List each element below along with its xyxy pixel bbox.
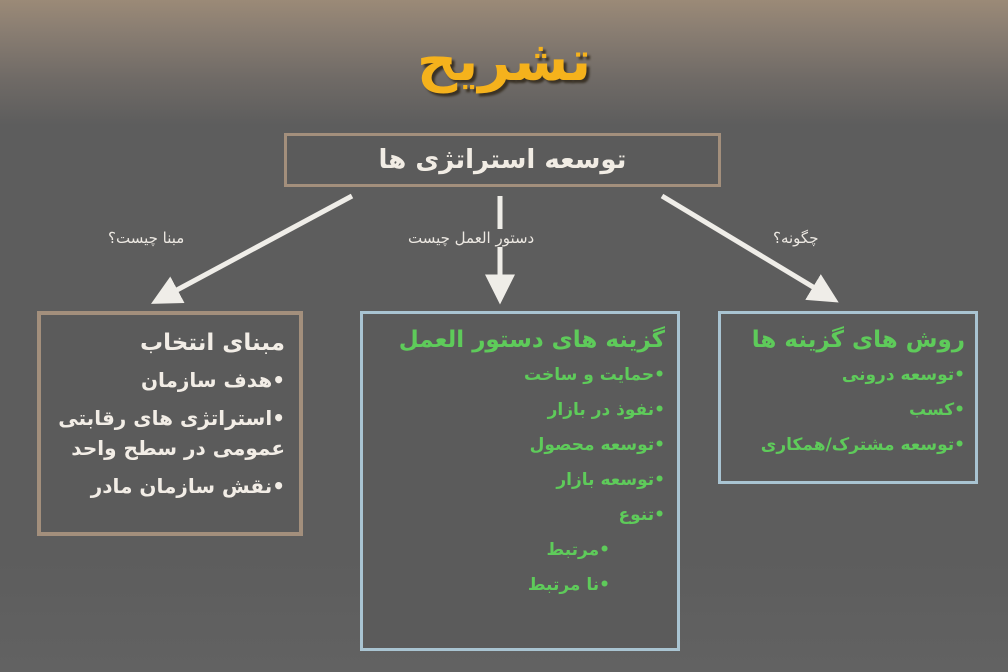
left-box-selection-basis xyxy=(37,311,303,536)
list-item: •هدف سازمان xyxy=(140,368,285,392)
list-item: •توسعه بازار xyxy=(556,470,665,490)
arrow-to-left-box xyxy=(162,196,352,298)
edge-label-recipe: دستور العمل چیست xyxy=(404,229,538,247)
list-item: •نقش سازمان مادر xyxy=(90,474,285,498)
right-box-option-methods xyxy=(718,311,978,484)
sub-list-item: •نا مرتبط xyxy=(527,575,610,595)
list-item: •تنوع xyxy=(618,505,665,525)
slide-title: تشریح xyxy=(416,29,592,94)
middle-box-recipe-options xyxy=(360,311,680,651)
edge-label-basis: مبنا چیست؟ xyxy=(108,229,185,247)
list-item: •حمایت و ساخت xyxy=(523,365,665,385)
right-box-heading: روش های گزینه ها xyxy=(751,327,965,353)
root-node-label: توسعه استراتژی ها xyxy=(378,145,627,175)
list-item: •استراتژی های رقابتی عمومی در سطح واحد xyxy=(58,406,285,460)
edge-label-how: چگونه؟ xyxy=(773,229,819,247)
list-item: •کسب xyxy=(908,400,965,420)
sub-list-item: •مرتبط xyxy=(546,540,610,560)
list-item: •توسعه درونی xyxy=(841,365,965,385)
left-box-heading: مبنای انتخاب xyxy=(140,330,285,356)
middle-box-heading: گزینه های دستور العمل xyxy=(398,327,665,353)
list-item: •توسعه مشترک/همکاری xyxy=(760,435,965,455)
list-item: •توسعه محصول xyxy=(529,435,665,455)
list-item: •نفوذ در بازار xyxy=(547,400,665,420)
